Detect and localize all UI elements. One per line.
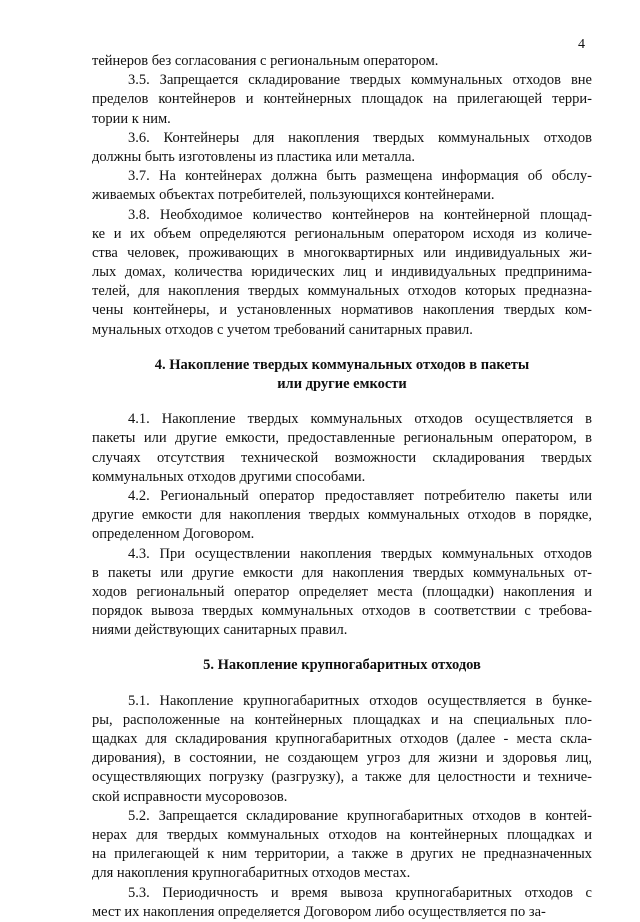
text-line: 4.2. Региональный оператор предоставляет потребителю пакеты или <box>128 487 592 504</box>
paragraph-intro <box>92 52 592 71</box>
text-line: 4.3. При осуществлении накопления твердых коммунальных отходов <box>128 545 592 562</box>
text-line: коммунальных отходов другими способами. <box>92 468 366 485</box>
text-line: 5.3. Периодичность и время вывоза крупногабаритных отходов с <box>128 884 592 901</box>
heading-line: 5. Накопление крупногабаритных отходов <box>203 657 481 674</box>
text-line: пределов контейнеров и контейнерных площадок на прилегающей терри- <box>92 91 592 108</box>
text-line: в пакеты или другие емкости для накопления твердых коммунальных от- <box>92 564 592 581</box>
paragraph-3-6 <box>92 129 592 167</box>
text-line: должны быть изготовлены из пластика или металла. <box>92 148 416 165</box>
paragraph-4-3 <box>92 545 592 641</box>
text-line: пакеты или другие емкости, предоставленные региональным оператором, в <box>92 430 592 447</box>
text-line: 5.2. Запрещается складирование крупногабаритных отходов в контей- <box>128 807 592 824</box>
text-line: ства человек, проживающих в многоквартирных или индивидуальных жи- <box>92 244 592 261</box>
text-line: порядок вывоза твердых коммунальных отходов в соответствии с требова- <box>92 603 592 620</box>
heading-line: 4. Накопление твердых коммунальных отходов в пакеты <box>154 356 530 373</box>
text-line: 3.6. Контейнеры для накопления твердых коммунальных отходов <box>128 129 592 146</box>
paragraph-3-8 <box>92 206 592 340</box>
text-line: на прилегающей к ним территории, а также в других не предназначенных <box>92 846 592 863</box>
text-line: ке и их объем определяются региональным оператором исходя из количе- <box>92 225 592 242</box>
text-line: тейнеров без согласования с региональным оператором. <box>92 53 439 69</box>
text-line: осуществляющих погрузку (разгрузку), а также для целостности и техниче- <box>92 769 592 786</box>
paragraph-4-2 <box>92 487 592 545</box>
text-line: ходов региональный оператор определяет места (площадки) накопления и <box>92 583 592 600</box>
text-line: определенном Договором. <box>92 526 255 543</box>
text-line: 4.1. Накопление твердых коммунальных отходов осуществляется в <box>128 411 592 428</box>
text-line: нерах для твердых коммунальных отходов на контейнерных площадках и <box>92 826 592 843</box>
paragraph-4-1 <box>92 410 592 487</box>
section-heading-5 <box>92 656 592 675</box>
text-line: мунальных отходов с учетом требований санитарных правил. <box>92 321 473 338</box>
text-line: другие емкости для накопления твердых коммунальных отходов в порядке, <box>92 507 592 524</box>
text-line: ниями действующих санитарных правил. <box>92 622 348 639</box>
text-line: случаях отсутствия технической возможности складирования твердых <box>92 449 592 466</box>
text-line: дирования), в состоянии, не создающем угроз для жизни и здоровья лиц, <box>92 750 592 767</box>
text-line: тории к ним. <box>92 110 171 127</box>
text-line: мест их накопления определяется Договором либо осуществляется по за- <box>92 903 546 920</box>
heading-line: или другие емкости <box>277 376 407 392</box>
text-line: 3.8. Необходимое количество контейнеров на контейнерной площад- <box>128 206 592 223</box>
text-line: для накопления крупногабаритных отходов местах. <box>92 865 411 882</box>
text-line: ской исправности мусоровозов. <box>92 788 288 805</box>
document-body <box>92 52 592 922</box>
text-line: 3.7. На контейнерах должна быть размещена информация об обслу- <box>128 168 592 185</box>
paragraph-3-7 <box>92 167 592 205</box>
paragraph-5-1 <box>92 692 592 807</box>
text-line: ры, расположенные на контейнерных площадках и на специальных пло- <box>92 711 592 728</box>
text-line: 3.5. Запрещается складирование твердых коммунальных отходов вне <box>128 72 592 89</box>
text-line: щадках для складирования крупногабаритных отходов (далее - места скла- <box>92 731 592 747</box>
paragraph-5-2 <box>92 807 592 884</box>
text-line: чены контейнеры, и установленных нормативов накопления твердых ком- <box>92 302 592 319</box>
text-line: лых домах, количества юридических лиц и индивидуальных предпринима- <box>92 264 592 281</box>
paragraph-5-3 <box>92 884 592 922</box>
text-line: 5.1. Накопление крупногабаритных отходов осуществляется в бунке- <box>128 692 592 709</box>
page-number: 4 <box>578 37 585 52</box>
text-line: живаемых объектах потребителей, пользующихся контейнерами. <box>92 187 495 204</box>
text-line: телей, для накопления твердых коммунальных отходов которых предназна- <box>92 283 592 300</box>
section-heading-4 <box>92 356 592 394</box>
paragraph-3-5 <box>92 71 592 129</box>
